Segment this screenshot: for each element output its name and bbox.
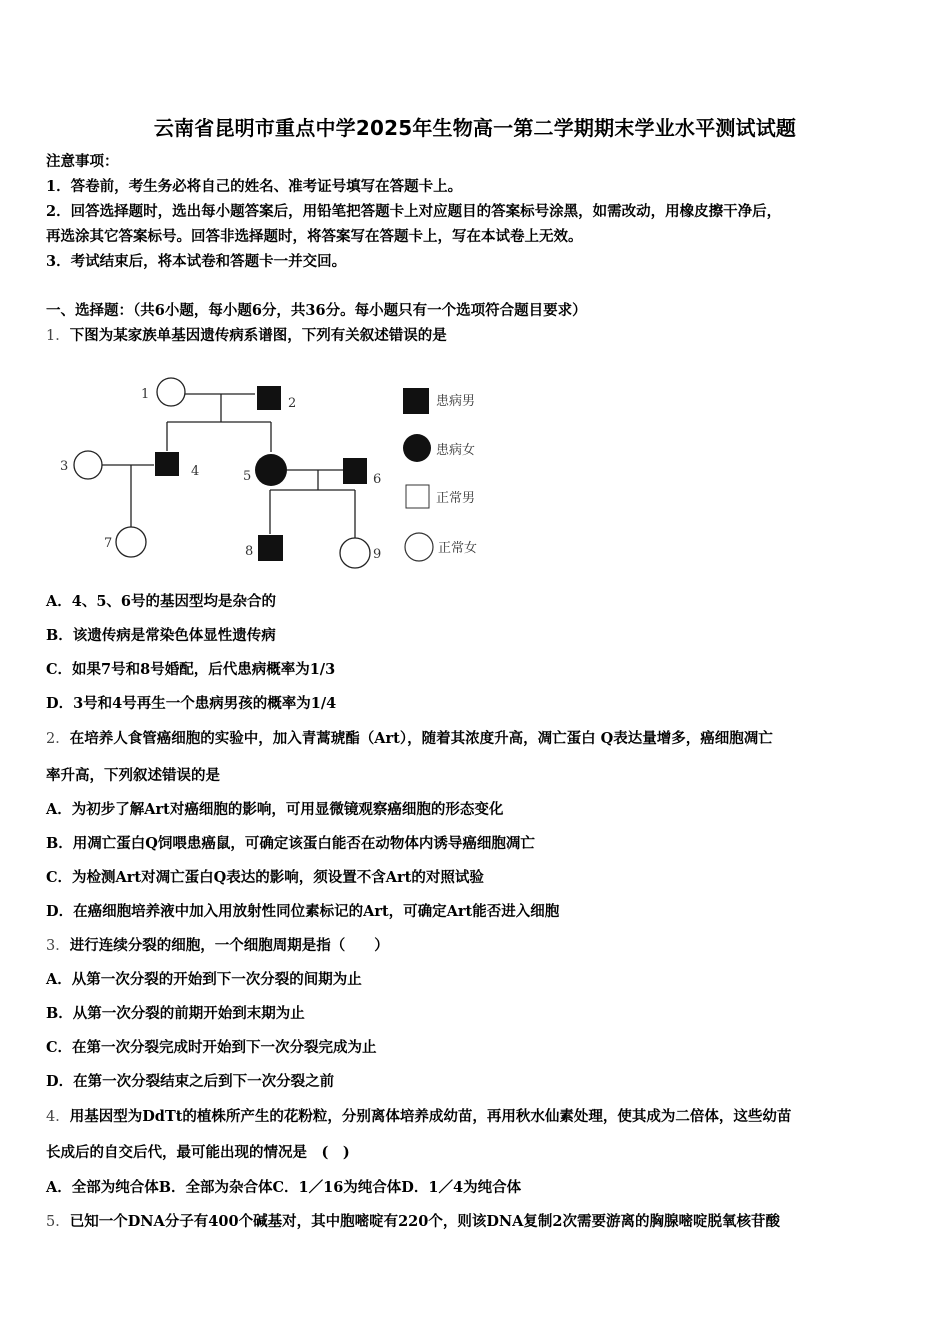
answer-option: A．为初步了解Art对癌细胞的影响，可用显微镜观察癌细胞的形态变化 [46,801,504,818]
notice-item: 1．答卷前，考生务必将自己的姓名、准考证号填写在答题卡上。 [46,178,463,195]
pedigree-diagram [55,372,515,572]
answer-option: C．如果7号和8号婚配，后代患病概率为1/3 [46,661,336,678]
question-number: 2． [46,731,70,747]
question-number: 3． [46,938,70,954]
notice-item: 再选涂其它答案标号。回答非选择题时，将答案写在答题卡上，写在本试卷上无效。 [46,228,583,245]
question-5-stem [46,1212,780,1232]
question-1-stem [46,326,447,346]
question-text: 下图为某家族单基因遗传病系谱图，下列有关叙述错误的是 [69,327,447,344]
individual-9-normal-female [340,538,370,568]
legend-normal-female-label: 正常女 [438,541,478,556]
label-8: 8 [245,544,254,559]
question-text: 在培养人食管癌细胞的实验中，加入青蒿琥酯（Art），随着其浓度升高，凋亡蛋白 Q表达量增多，癌细胞凋亡 [69,730,773,747]
individual-7-normal-female [116,527,146,557]
legend-normal-male-symbol [406,485,429,508]
answer-option: A．从第一次分裂的开始到下一次分裂的间期为止 [46,971,362,988]
label-5: 5 [243,469,252,484]
individual-3-normal-female [74,451,102,479]
individual-4-affected-male [155,452,179,476]
individual-8-affected-male [258,535,283,561]
question-number: 4． [46,1109,70,1125]
question-4-stem [46,1107,791,1127]
question-text: 进行连续分裂的细胞，一个细胞周期是指（ ） [69,937,389,954]
notice-item: 2．回答选择题时，选出每小题答案后，用铅笔把答题卡上对应题目的答案标号涂黑，如需改动，用橡皮擦干净后， [46,203,782,220]
answer-option: B．该遗传病是常染色体显性遗传病 [46,627,276,644]
label-2: 2 [288,396,297,411]
legend-affected-female-symbol [403,434,431,462]
label-3: 3 [60,459,69,474]
label-9: 9 [373,547,382,562]
question-text: 已知一个DNA分子有400个碱基对，其中胞嘧啶有220个，则该DNA复制2次需要游离的胸腺嘧啶脱氧核苷酸 [69,1213,781,1230]
answer-option: A．全部为纯合体B．全部为杂合体C．1／16为纯合体D．1／4为纯合体 [46,1179,522,1196]
legend-normal-male-label: 正常男 [436,491,476,506]
question-number: 1． [46,328,70,344]
answer-option: D．在第一次分裂结束之后到下一次分裂之前 [46,1073,335,1090]
answer-option: C．在第一次分裂完成时开始到下一次分裂完成为止 [46,1039,377,1056]
legend-affected-female-label: 患病女 [436,443,476,458]
page-title: 云南省昆明市重点中学2025年生物高一第二学期期末学业水平测试试题 [153,116,797,140]
question-text-continued: 率升高，下列叙述错误的是 [46,767,220,784]
individual-2-affected-male [257,386,281,410]
label-1: 1 [141,387,150,402]
answer-option: D．3号和4号再生一个患病男孩的概率为1/4 [46,695,337,712]
individual-5-affected-female [255,454,287,486]
question-3-stem [46,936,389,956]
question-text-continued: 长成后的自交后代，最可能出现的情况是 ( ) [46,1144,350,1161]
question-text: 用基因型为DdTt的植株所产生的花粉粒，分别离体培养成幼苗，再用秋水仙素处理，使其成为二倍体，这些幼苗 [69,1108,792,1125]
label-4: 4 [191,464,200,479]
question-number: 5． [46,1214,70,1230]
individual-1-normal-female [157,378,185,406]
label-7: 7 [104,536,113,551]
answer-option: B．用凋亡蛋白Q饲喂患癌鼠，可确定该蛋白能否在动物体内诱导癌细胞凋亡 [46,835,535,852]
legend-normal-female-symbol [405,533,433,561]
label-6: 6 [373,472,382,487]
legend-affected-male-symbol [403,388,429,414]
notice-heading: 注意事项： [46,153,119,170]
individual-6-affected-male [343,458,367,484]
answer-option: A．4、5、6号的基因型均是杂合的 [46,593,277,610]
notice-item: 3．考试结束后，将本试卷和答题卡一并交回。 [46,253,347,270]
answer-option: C．为检测Art对凋亡蛋白Q表达的影响，须设置不含Art的对照试验 [46,869,484,886]
answer-option: B．从第一次分裂的前期开始到末期为止 [46,1005,305,1022]
section-heading: 一、选择题：（共6小题，每小题6分，共36分。每小题只有一个选项符合题目要求） [46,302,587,319]
question-2-stem [46,729,773,749]
legend-affected-male-label: 患病男 [436,394,476,409]
answer-option: D．在癌细胞培养液中加入用放射性同位素标记的Art，可确定Art能否进入细胞 [46,903,560,920]
